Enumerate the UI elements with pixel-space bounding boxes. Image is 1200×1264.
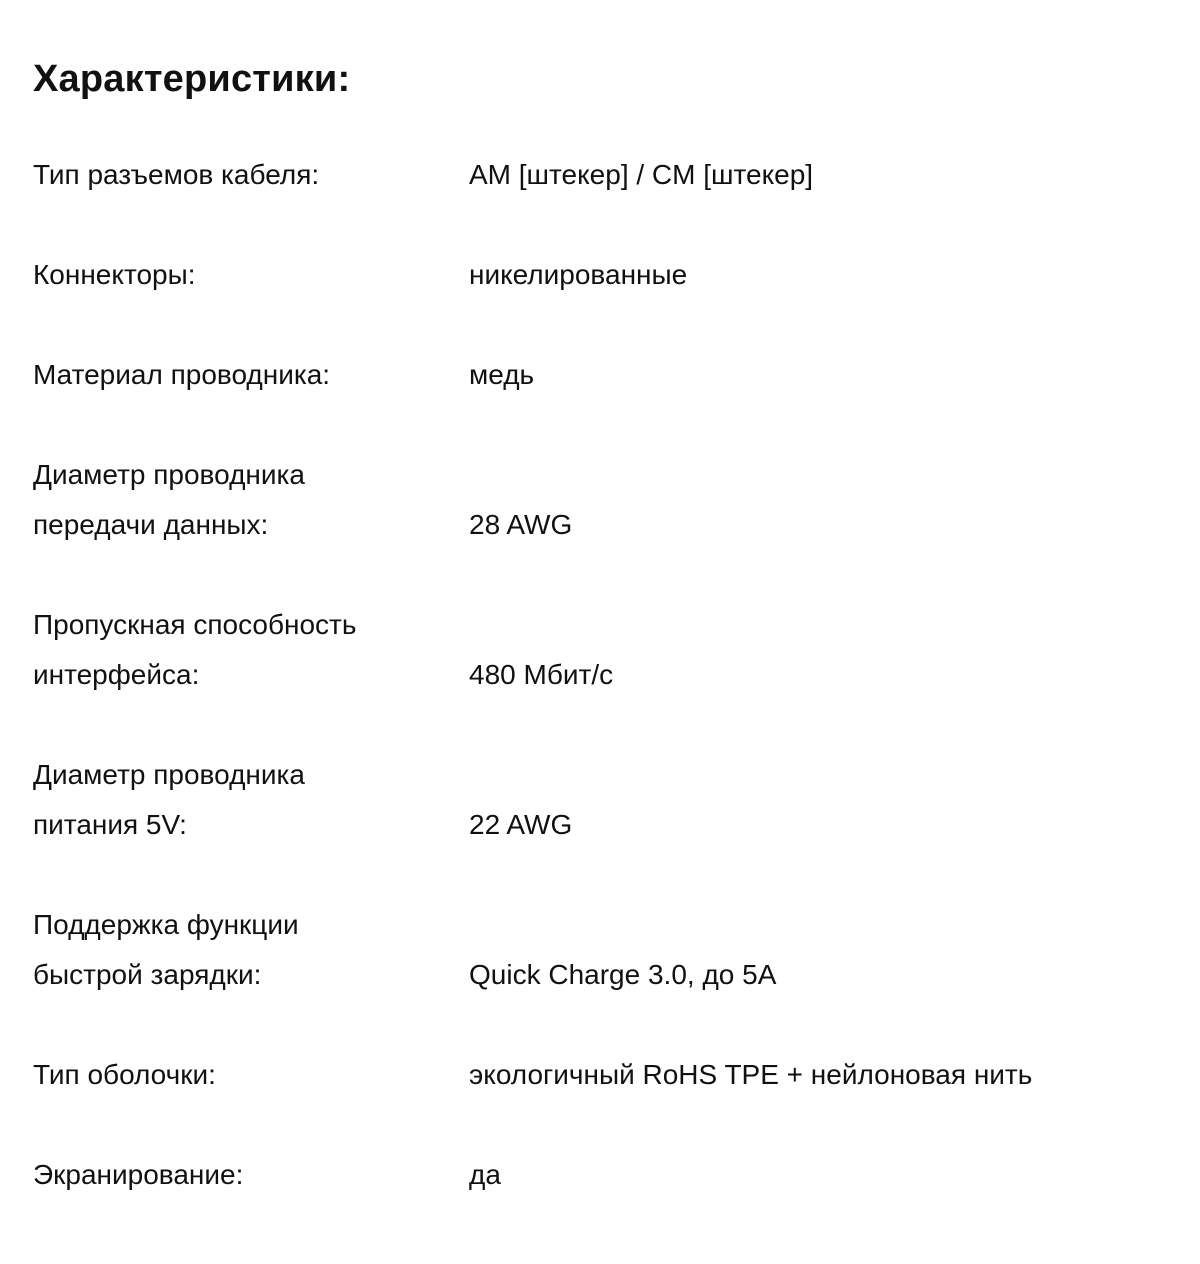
spec-row-fast-charging bbox=[33, 900, 1173, 1000]
spec-value: AM [штекер] / CM [штекер] bbox=[469, 159, 814, 190]
spec-label: Экранирование: bbox=[33, 1159, 244, 1190]
spec-value: 28 AWG bbox=[469, 509, 573, 540]
page-title: Характеристики: bbox=[33, 58, 351, 100]
spec-row-data-conductor-gauge bbox=[33, 450, 1173, 550]
spec-label: Диаметр проводника питания 5V: bbox=[33, 759, 305, 840]
spec-row-connector-type bbox=[33, 150, 1173, 200]
spec-label: Тип разъемов кабеля: bbox=[33, 159, 320, 190]
spec-row-jacket-type bbox=[33, 1050, 1173, 1100]
spec-label: Пропускная способность интерфейса: bbox=[33, 609, 357, 690]
spec-row-conductor-material bbox=[33, 350, 1173, 400]
spec-row-connectors bbox=[33, 250, 1173, 300]
spec-value: Quick Charge 3.0, до 5A bbox=[469, 959, 777, 990]
spec-value: да bbox=[469, 1159, 501, 1190]
spec-label: Диаметр проводника передачи данных: bbox=[33, 459, 305, 540]
spec-row-bandwidth bbox=[33, 600, 1173, 700]
spec-value: медь bbox=[469, 359, 535, 390]
spec-row-power-conductor-gauge bbox=[33, 750, 1173, 850]
spec-value: 22 AWG bbox=[469, 809, 573, 840]
spec-list bbox=[33, 150, 1173, 1250]
spec-label: Коннекторы: bbox=[33, 259, 196, 290]
spec-label: Материал проводника: bbox=[33, 359, 331, 390]
spec-row-shielding bbox=[33, 1150, 1173, 1200]
spec-value: 480 Мбит/с bbox=[469, 659, 614, 690]
spec-label: Тип оболочки: bbox=[33, 1059, 216, 1090]
spec-value: никелированные bbox=[469, 259, 688, 290]
spec-value: экологичный RoHS TPE + нейлоновая нить bbox=[469, 1059, 1033, 1090]
spec-label: Поддержка функции быстрой зарядки: bbox=[33, 909, 299, 990]
